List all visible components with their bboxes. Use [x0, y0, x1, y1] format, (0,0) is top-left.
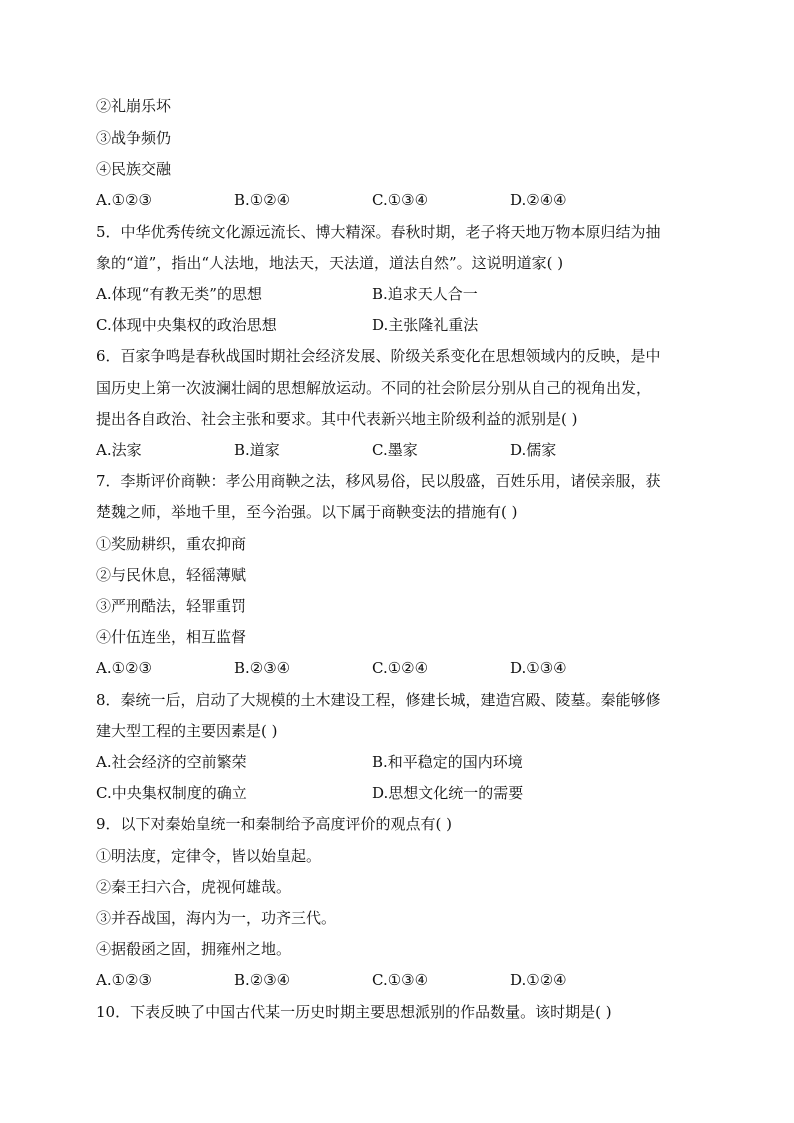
q9-item-2: ②秦王扫六合，虎视何雄哉。 [96, 878, 292, 896]
q10-stem: 10．下表反映了中国古代某一历史时期主要思想派别的作品数量。该时期是( ) [96, 1003, 612, 1021]
q8-option-b[interactable]: B.和平稳定的国内环境 [372, 753, 523, 771]
q5-option-c[interactable]: C.体现中央集权的政治思想 [96, 316, 277, 334]
q5-stem-line-2: 象的“道”，指出“人法地，地法天，天法道，道法自然”。这说明道家( ) [96, 254, 564, 272]
q7-option-a[interactable]: A.①②③ [96, 659, 152, 677]
q7-stem-line-2: 楚魏之师，举地千里，至今治强。以下属于商鞅变法的措施有( ) [96, 503, 518, 521]
q8-option-a[interactable]: A.社会经济的空前繁荣 [96, 753, 247, 771]
q8-stem-line-2: 建大型工程的主要因素是( ) [96, 722, 278, 740]
q4-option-c[interactable]: C.①③④ [372, 191, 429, 209]
q4-item-3: ③战争频仍 [96, 129, 172, 147]
q6-option-c[interactable]: C.墨家 [372, 441, 418, 459]
q7-item-2: ②与民休息，轻徭薄赋 [96, 566, 247, 584]
q7-item-4: ④什伍连坐，相互监督 [96, 628, 247, 646]
q5-option-d[interactable]: D.主张隆礼重法 [372, 316, 479, 334]
q6-option-b[interactable]: B.道家 [234, 441, 280, 459]
q8-option-d[interactable]: D.思想文化统一的需要 [372, 784, 524, 802]
q9-item-3: ③并吞战国，海内为一，功齐三代。 [96, 909, 337, 927]
q5-option-b[interactable]: B.追求天人合一 [372, 285, 478, 303]
q4-item-4: ④民族交融 [96, 160, 172, 178]
q6-stem-line-2: 国历史上第一次波澜壮阔的思想解放运动。不同的社会阶层分别从自己的视角出发， [96, 379, 652, 397]
q6-option-d[interactable]: D.儒家 [510, 441, 557, 459]
q9-item-1: ①明法度，定律令，皆以始皇起。 [96, 847, 322, 865]
q7-stem-line-1: 7．李斯评价商鞅：孝公用商鞅之法，移风易俗，民以殷盛，百姓乐用，诸侯亲服，获 [96, 472, 661, 490]
q8-stem-line-1: 8．秦统一后，启动了大规模的土木建设工程，修建长城，建造宫殿、陵墓。秦能够修 [96, 691, 661, 709]
q5-option-a[interactable]: A.体现“有教无类”的思想 [96, 285, 262, 303]
q4-item-2: ②礼崩乐坏 [96, 97, 172, 115]
q9-option-b[interactable]: B.②③④ [234, 971, 291, 989]
q6-stem-line-1: 6．百家争鸣是春秋战国时期社会经济发展、阶级关系变化在思想领域内的反映，是中 [96, 347, 661, 365]
q6-option-a[interactable]: A.法家 [96, 441, 142, 459]
q7-item-3: ③严刑酷法，轻罪重罚 [96, 597, 247, 615]
q7-option-c[interactable]: C.①②④ [372, 659, 429, 677]
q9-option-c[interactable]: C.①③④ [372, 971, 429, 989]
q4-option-b[interactable]: B.①②④ [234, 191, 291, 209]
q7-option-b[interactable]: B.②③④ [234, 659, 291, 677]
q4-option-d[interactable]: D.②④④ [510, 191, 567, 209]
q7-option-d[interactable]: D.①③④ [510, 659, 567, 677]
q9-stem: 9．以下对秦始皇统一和秦制给予高度评价的观点有( ) [96, 815, 453, 833]
q5-stem-line-1: 5．中华优秀传统文化源远流长、博大精深。春秋时期，老子将天地万物本原归结为抽 [96, 223, 661, 241]
q4-option-a[interactable]: A.①②③ [96, 191, 152, 209]
q8-option-c[interactable]: C.中央集权制度的确立 [96, 784, 247, 802]
q9-item-4: ④据殽函之固，拥雍州之地。 [96, 940, 292, 958]
q7-item-1: ①奖励耕织，重农抑商 [96, 535, 247, 553]
q6-stem-line-3: 提出各自政治、社会主张和要求。其中代表新兴地主阶级利益的派别是( ) [96, 410, 578, 428]
q9-option-a[interactable]: A.①②③ [96, 971, 152, 989]
q9-option-d[interactable]: D.①②④ [510, 971, 567, 989]
